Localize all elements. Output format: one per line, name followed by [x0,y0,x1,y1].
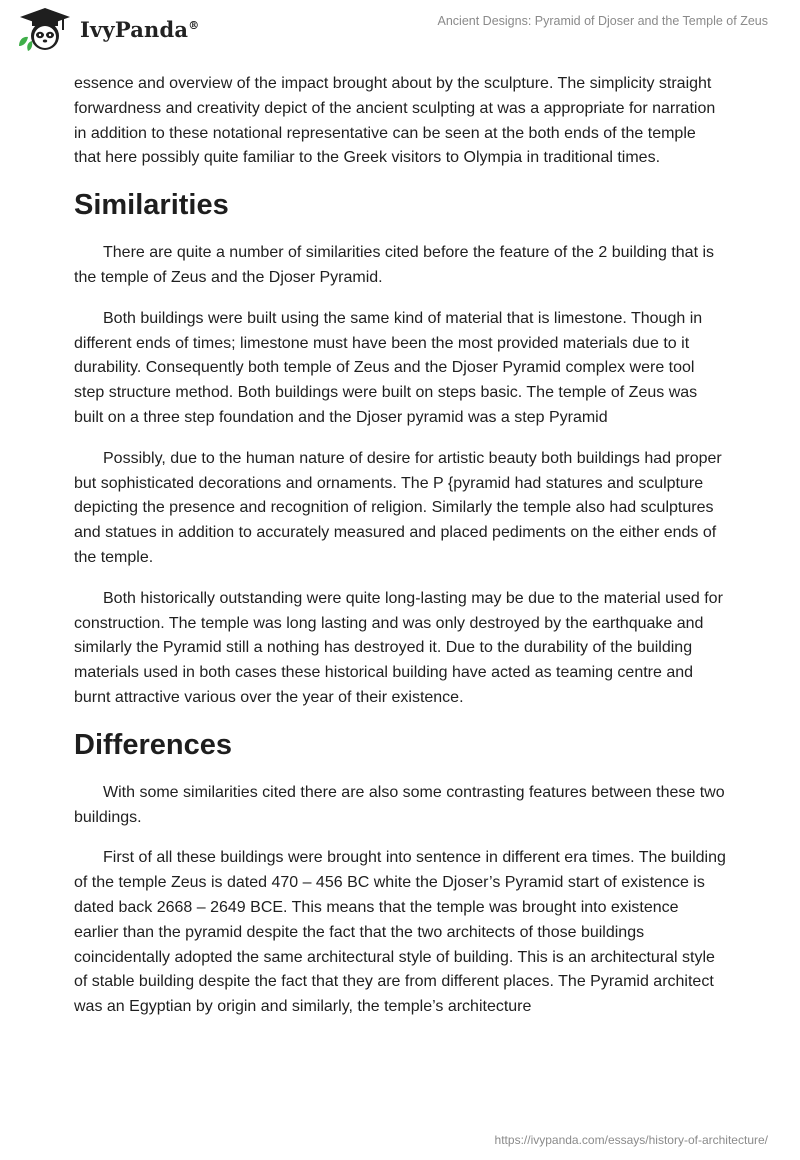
panda-logo-icon [16,6,74,52]
page-header [0,0,800,70]
ivypanda-logo[interactable] [16,6,199,52]
source-url-link[interactable]: https://ivypanda.com/essays/history-of-architecture/ [494,1133,768,1147]
document-title: Ancient Designs: Pyramid of Djoser and the Temple of Zeus [437,14,768,28]
paragraph: Both buildings were built using the same kind of material that is limestone. Though in different ends of times; limestone must have been the most provided materials due to it durability. Consequently both temple of Zeus and the Djoser Pyramid complex were tool step structure method. Both buildings were built on steps basic. The temple of Zeus was built on a three step foundation and the Djoser pyramid was a step Pyramid [74,309,703,426]
logo-wordmark: IvyPanda® [80,16,200,42]
paragraph: There are quite a number of similarities cited before the feature of the 2 building that is the temple of Zeus and the Djoser Pyramid. [74,244,715,286]
section-heading-similarities: Similarities [74,189,229,222]
section-heading-differences: Differences [74,728,232,761]
paragraph: With some similarities cited there are also some contrasting features between these two buildings. [74,783,725,826]
paragraph: Possibly, due to the human nature of desire for artistic beauty both buildings had proper but sophisticated decorations and ornaments. The P {pyramid had statures and sculpture depicting the presence and recognition of religion. Similarly the temple also had sculptures and statues in addition to accurately measured and placed pediments on the either ends of the temple. [74,449,722,566]
intro-paragraph: essence and overview of the impact brought about by the sculpture. The simplicity straight forwardness and creativity depict of the ancient sculpting at was a appropriate for narration in addition to these notational representative can be seen at the both ends of the temple that here possibly quite familiar to the Greek visitors to Olympia in traditional times. [74,75,716,167]
paragraph: Both historically outstanding were quite long-lasting may be due to the material used for construction. The temple was long lasting and was only destroyed by the earthquake and similarly the Pyramid still a nothing has destroyed it. Due to the durability of the building materials used in both cases these historical building have acted as teaming centre and burnt attractive various over the year of their existence. [74,589,723,706]
essay-body [74,72,726,1036]
paragraph: First of all these buildings were brought into sentence in different era times. The building of the temple Zeus is dated 470 – 456 BC white the Djoser’s Pyramid start of existence is dated back 2668 – 2649 BCE. This means that the temple was brought into existence earlier than the pyramid despite the fact that the two architects of those buildings coincidentally adopted the same architectural style of building. This is an architectural style of stable building despite the fact that they are from different places. The Pyramid architect was an Egyptian by origin and similarly, the temple’s architecture [74,849,726,1016]
